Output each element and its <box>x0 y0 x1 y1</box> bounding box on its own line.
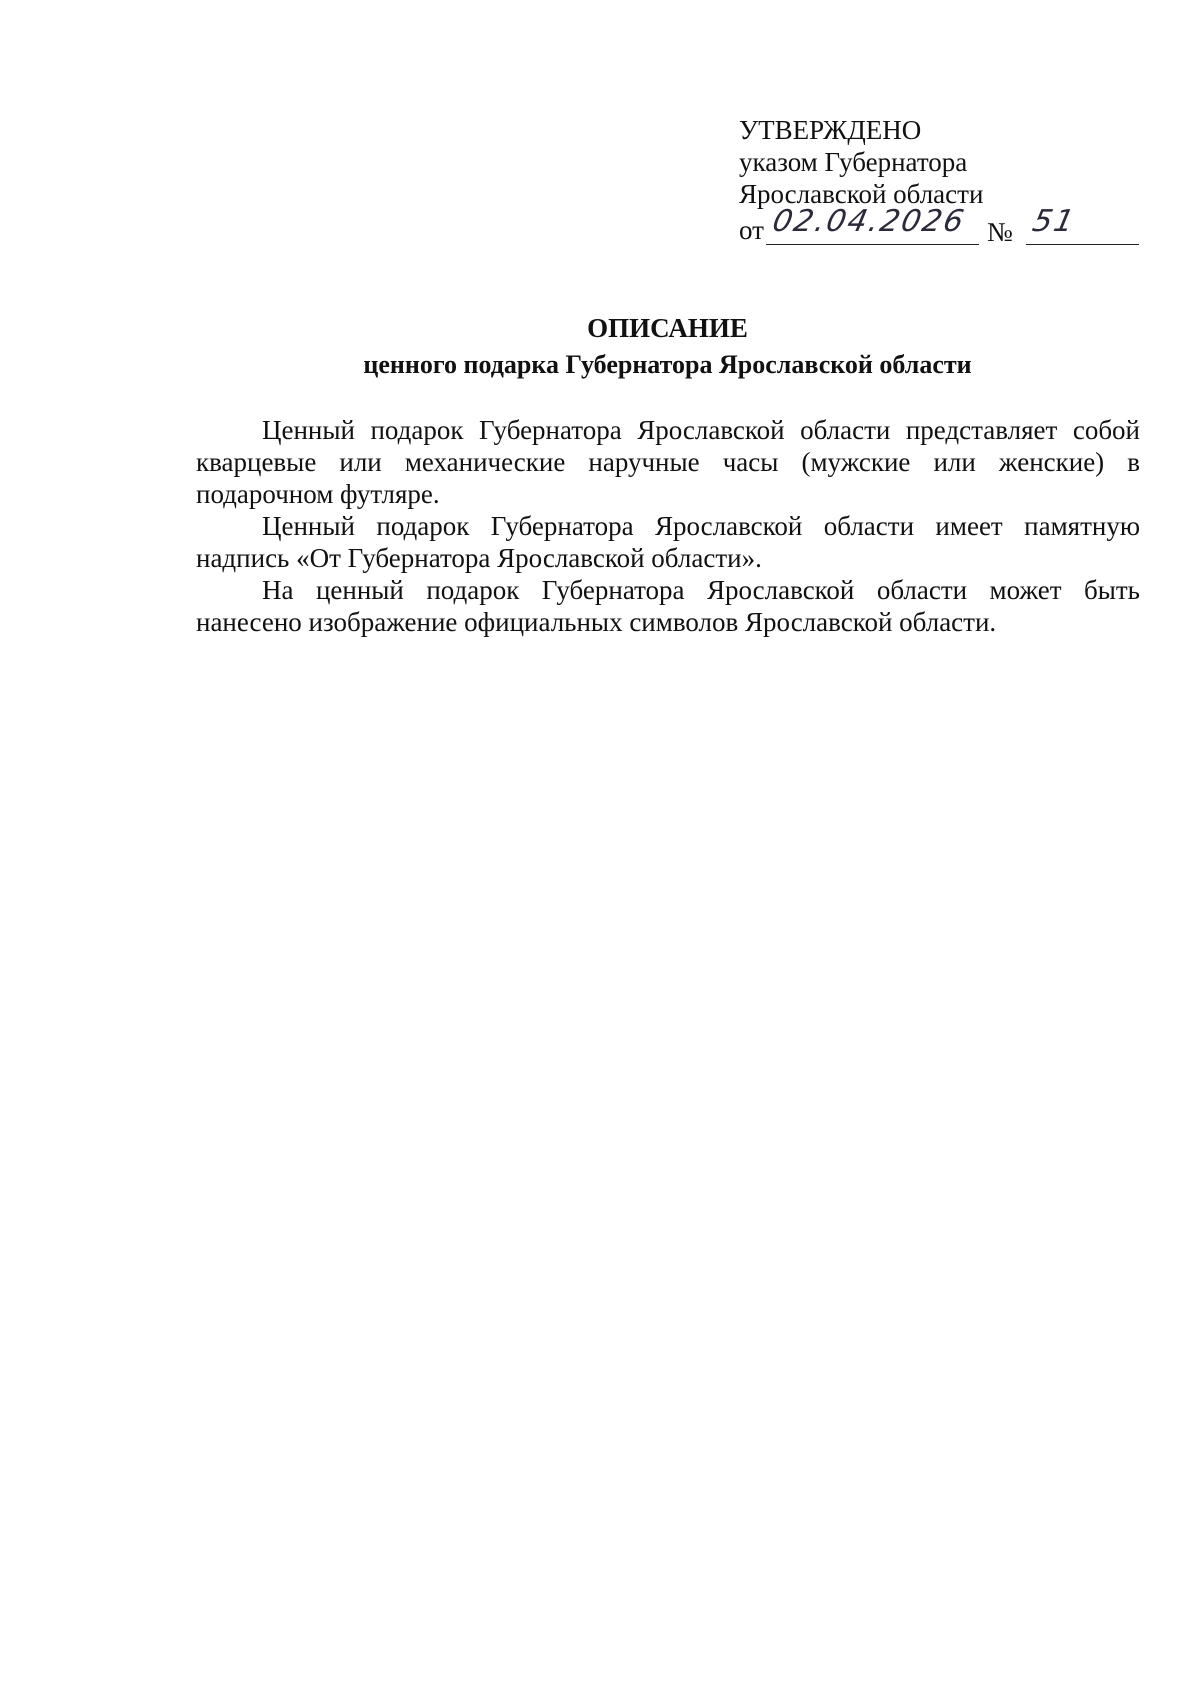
paragraph-3: На ценный подарок Губернатора Ярославской области может быть нанесено изображение официальных символов Ярославской области. <box>196 575 1140 637</box>
number-underline <box>1026 244 1139 245</box>
date-underline <box>766 244 979 245</box>
approval-heading: УТВЕРЖДЕНО <box>739 115 922 145</box>
approval-date-number-line <box>739 204 1139 250</box>
handwritten-date: 02.04.2026 <box>769 204 969 239</box>
document-subtitle: ценного подарка Губернатора Ярославской области <box>363 350 972 379</box>
approval-block <box>739 114 1139 250</box>
approval-decree-line: указом Губернатора <box>739 147 968 177</box>
paragraph-2: Ценный подарок Губернатора Ярославской области имеет памятную надпись «От Губернатора Ярославской области». <box>196 511 1140 573</box>
date-prefix: от <box>739 215 764 245</box>
document-body <box>196 414 1140 638</box>
paragraph-1: Ценный подарок Губернатора Ярославской области представляет собой кварцевые или механические наручные часы (мужские или женские) в подарочном футляре. <box>196 415 1140 509</box>
approval-region-line: Ярославской области <box>739 179 984 209</box>
number-prefix: № <box>987 217 1013 247</box>
document-title: ОПИСАНИЕ <box>587 313 748 343</box>
handwritten-number: 51 <box>1029 204 1080 239</box>
